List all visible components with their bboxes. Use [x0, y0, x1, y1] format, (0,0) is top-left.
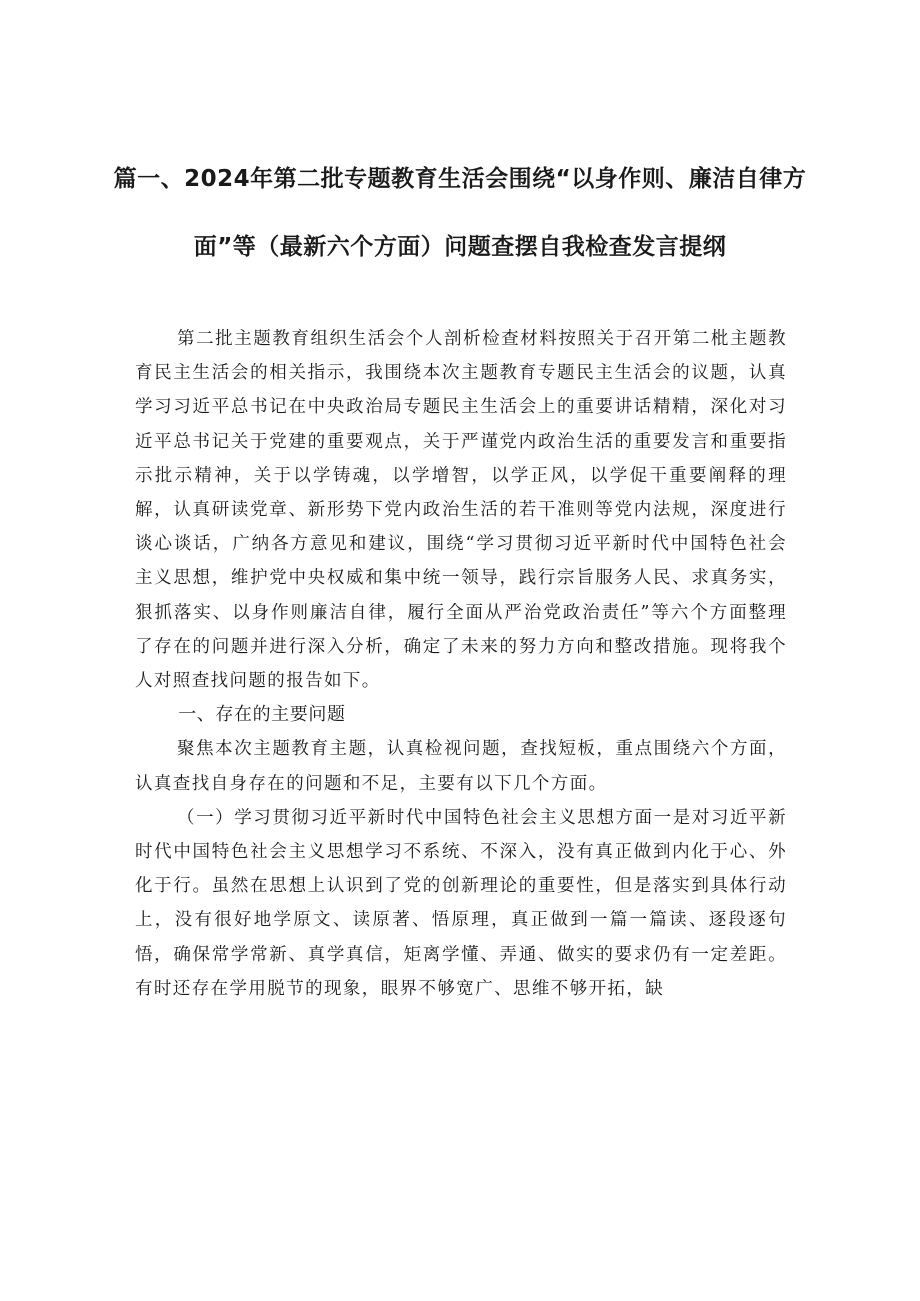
- paragraph-focus: 聚焦本次主题教育主题，认真检视问题，查找短板，重点围绕六个方面，认真查找自身存在的问题和不足，主要有以下几个方面。: [135, 739, 787, 794]
- document-title-line-1: 篇一、2024年第二批专题教育生活会围绕“以身作则、廉洁自律方: [113, 166, 807, 192]
- document-body: [135, 322, 787, 1006]
- paragraph-intro: 第二批主题教育组织生活会个人剖析检查材料按照关于召开第二枇主题教育民主生活会的相关指示，我围绕本次主题教育专题民主生活会的议题，认真学习习近平总书记在中央政治局专题民主生活会上的重要讲话精精，深化对习近平总书记关于党建的重要观点，关于严谨党内政治生活的重要发言和重要指示批示精神，关于以学铸魂，以学增智，以学正风，以学促干重要阐释的理解，认真研读党章、新形势下党内政治生活的若干准则等党内法规，深度进行谈心谈话，广纳各方意见和建议，围绕“学习贯彻习近平新时代中国特色社会主义思想，维护党中央权威和集中统一领导，践行宗旨服务人民、求真务实，狠抓落实、以身作则廉洁自律，履行全面从严治党政治责任”等六个方面整理了存在的问题并进行深入分析，确定了未来的努力方向和整改措施。现将我个人对照查找问题的报告如下。: [135, 329, 787, 692]
- section-heading: 一、存在的主要问题: [178, 704, 346, 726]
- paragraph-section-1: （一）学习贯彻习近平新时代中国特色社会主义思想方面一是对习近平新时代中国特色社会主义思想学习不系统、不深入，没有真正做到内化于心、外化于行。虽然在思想上认识到了党的创新理论的重要性，但是落实到具体行动上，没有很好地学原文、读原著、悟原理，真正做到一篇一篇读、逐段逐句悟，确保常学常新、真学真信，矩离学懂、弄通、做实的要求仍有一定差距。有时还存在学用脱节的现象，眼界不够宽广、思维不够开拓，缺: [135, 807, 787, 999]
- document-title-line-2: 面”等（最新六个方面）问题查摆自我检查发言提纲: [193, 234, 727, 260]
